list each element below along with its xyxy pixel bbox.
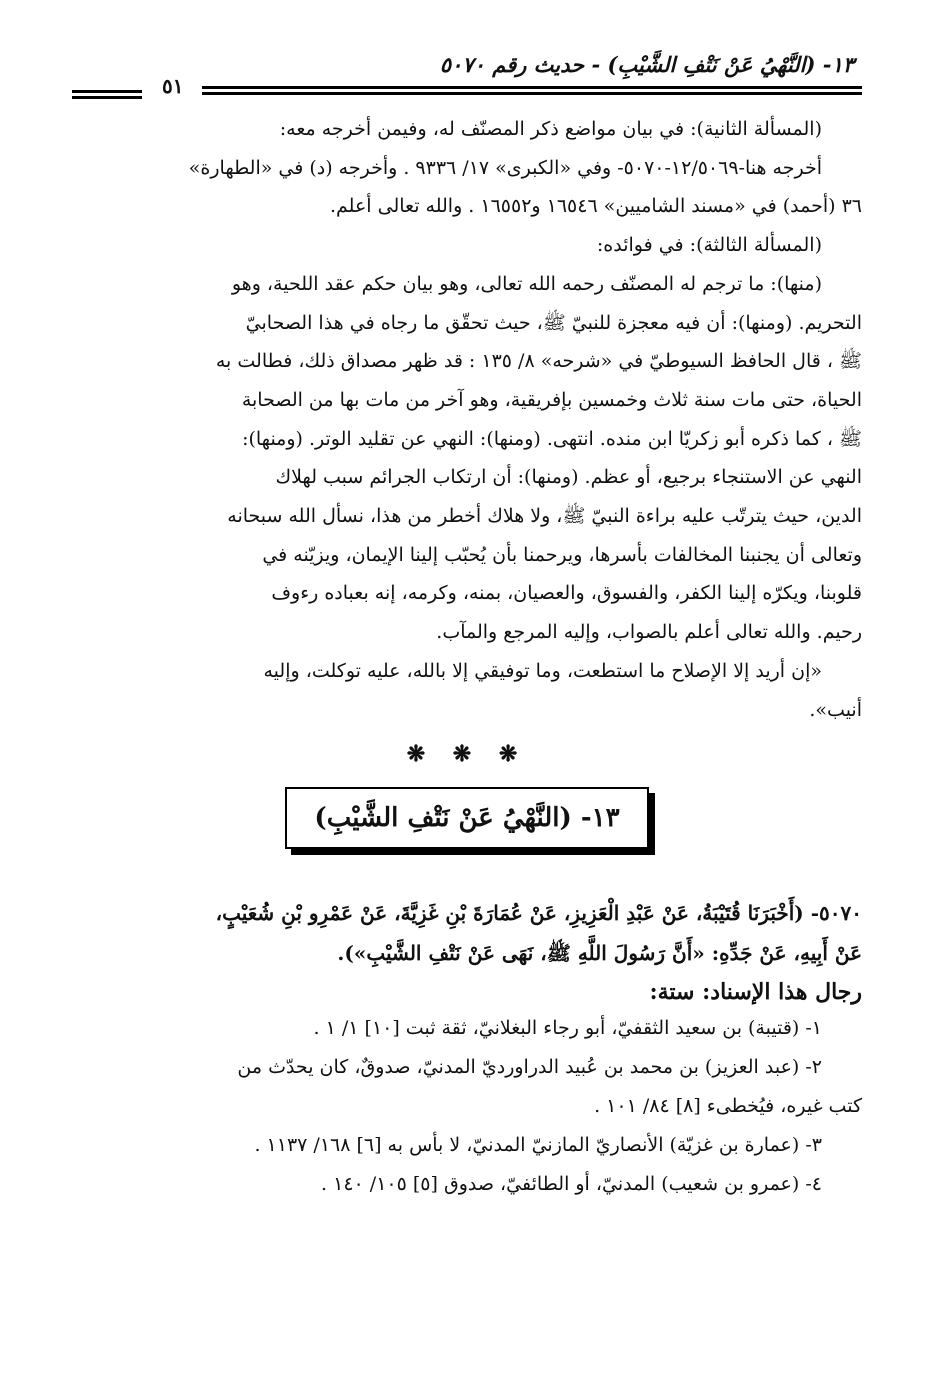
text-line: ﷺ ، كما ذكره أبو زكريّا ابن منده. انتهى. (ومنها): النهي عن تقليد الوتر. (ومنها): bbox=[242, 427, 862, 450]
hadith-text bbox=[72, 893, 862, 973]
narrator-line: كتب غيره، فيُخطىء [٨] ٨٤/ ١٠١ . bbox=[594, 1095, 862, 1118]
narrators-heading: رجال هذا الإسناد: ستة: bbox=[649, 979, 862, 1006]
text-line: الدين، حيث يترتّب عليه براءة النبيّ ﷺ، ولا هلاك أخطر من هذا، نسأل الله سبحانه bbox=[227, 505, 862, 528]
header-rule bbox=[72, 90, 142, 93]
text-line: الحياة، حتى مات سنة ثلاث وخمسين بإفريقية، وهو آخر من مات بها من الصحابة bbox=[241, 388, 862, 411]
text-line: وتعالى أن يجنبنا المخالفات بأسرها، ويرحمنا بأن يُحبّب إلينا الإيمان، ويزيّنه في bbox=[262, 543, 862, 566]
narrator-line: ٣- (عمارة بن غزيّة) الأنصاريّ المازنيّ المدنيّ، لا بأس به [٦] ١٦٨/ ١١٣٧ . bbox=[254, 1134, 822, 1157]
text-line: (منها): ما ترجم له المصنّف رحمه الله تعالى، وهو بيان حكم عقد اللحية، وهو bbox=[231, 272, 822, 295]
text-line: (المسألة الثالثة): في فوائده: bbox=[596, 234, 822, 257]
narrator-line: ٢- (عبد العزيز) بن محمد بن عُبيد الدراورديّ المدنيّ، صدوقٌ، كان يحدّث من bbox=[237, 1056, 822, 1079]
hadith-line: عَنْ أَبِيهِ، عَنْ جَدِّهِ: «أَنَّ رَسُولَ اللَّهِ ﷺ، نَهَى عَنْ نَتْفِ الشَّيْبِ»). bbox=[337, 941, 862, 966]
text-line: النهي عن الاستنجاء برجيع، أو عظم. (ومنها): أن ارتكاب الجرائم سبب لهلاك bbox=[275, 466, 862, 489]
header-rule bbox=[202, 86, 862, 89]
text-line: «إن أريد إلا الإصلاح ما استطعت، وما توفيقي إلا بالله، عليه توكلت، وإليه bbox=[263, 659, 822, 682]
text-line: قلوبنا، ويكرّه إلينا الكفر، والفسوق، والعصيان، بمنه، وكرمه، إنه بعباده رءوف bbox=[271, 582, 862, 605]
text-line: أنيب». bbox=[809, 698, 862, 721]
header-rule bbox=[72, 96, 142, 99]
section-separator: ❋ ❋ ❋ bbox=[406, 741, 528, 768]
chapter-title-box bbox=[285, 787, 649, 849]
commentary-text bbox=[72, 110, 862, 729]
text-line: التحريم. (ومنها): أن فيه معجزة للنبيّ ﷺ، حيث تحقّق ما رجاه في هذا الصحابيّ bbox=[245, 311, 862, 334]
running-header-title: ١٣- (النَّهْيُ عَنْ نَتْفِ الشَّيْبِ) - حديث رقم ٥٠٧٠ bbox=[439, 52, 854, 77]
narrator-line: ٤- (عمرو بن شعيب) المدنيّ، أو الطائفيّ، صدوق [٥] ١٠٥/ ١٤٠ . bbox=[321, 1173, 822, 1196]
narrators-list bbox=[72, 1009, 862, 1204]
text-line: رحيم. والله تعالى أعلم بالصواب، وإليه المرجع والمآب. bbox=[436, 621, 862, 644]
text-line: ﷺ ، قال الحافظ السيوطيّ في «شرحه» ٨/ ١٣٥ : قد ظهر مصداق ذلك، فطالت به bbox=[215, 350, 862, 373]
running-header bbox=[72, 52, 862, 110]
header-rule bbox=[202, 92, 862, 95]
hadith-line: ٥٠٧٠- (أَخْبَرَنَا قُتَيْبَةُ، عَنْ عَبْدِ الْعَزِيزِ، عَنْ عُمَارَةَ بْنِ غَزِيَّةَ، عَنْ عَمْرِو بْنِ شُعَيْبٍ، bbox=[215, 901, 862, 926]
text-line: ٣٦ (أحمد) في «مسند الشاميين» ١٦٥٤٦ و١٦٥٥٢ . والله تعالى أعلم. bbox=[329, 195, 862, 218]
chapter-title: ١٣- (النَّهْيُ عَنْ نَتْفِ الشَّيْبِ) bbox=[314, 803, 620, 834]
book-page bbox=[72, 52, 862, 1204]
page-number: ٥١ bbox=[162, 74, 184, 98]
text-line: (المسألة الثانية): في بيان مواضع ذكر المصنّف له، وفيمن أخرجه معه: bbox=[279, 118, 822, 140]
text-line: أخرجه هنا-١٢/٥٠٦٩-٥٠٧٠- وفي «الكبرى» ١٧/ ٩٣٣٦ . وأخرجه (د) في «الطهارة» bbox=[188, 156, 822, 179]
narrator-line: ١- (قتيبة) بن سعيد الثقفيّ، أبو رجاء البغلانيّ، ثقة ثبت [١٠] ١/ ١ . bbox=[313, 1017, 822, 1040]
